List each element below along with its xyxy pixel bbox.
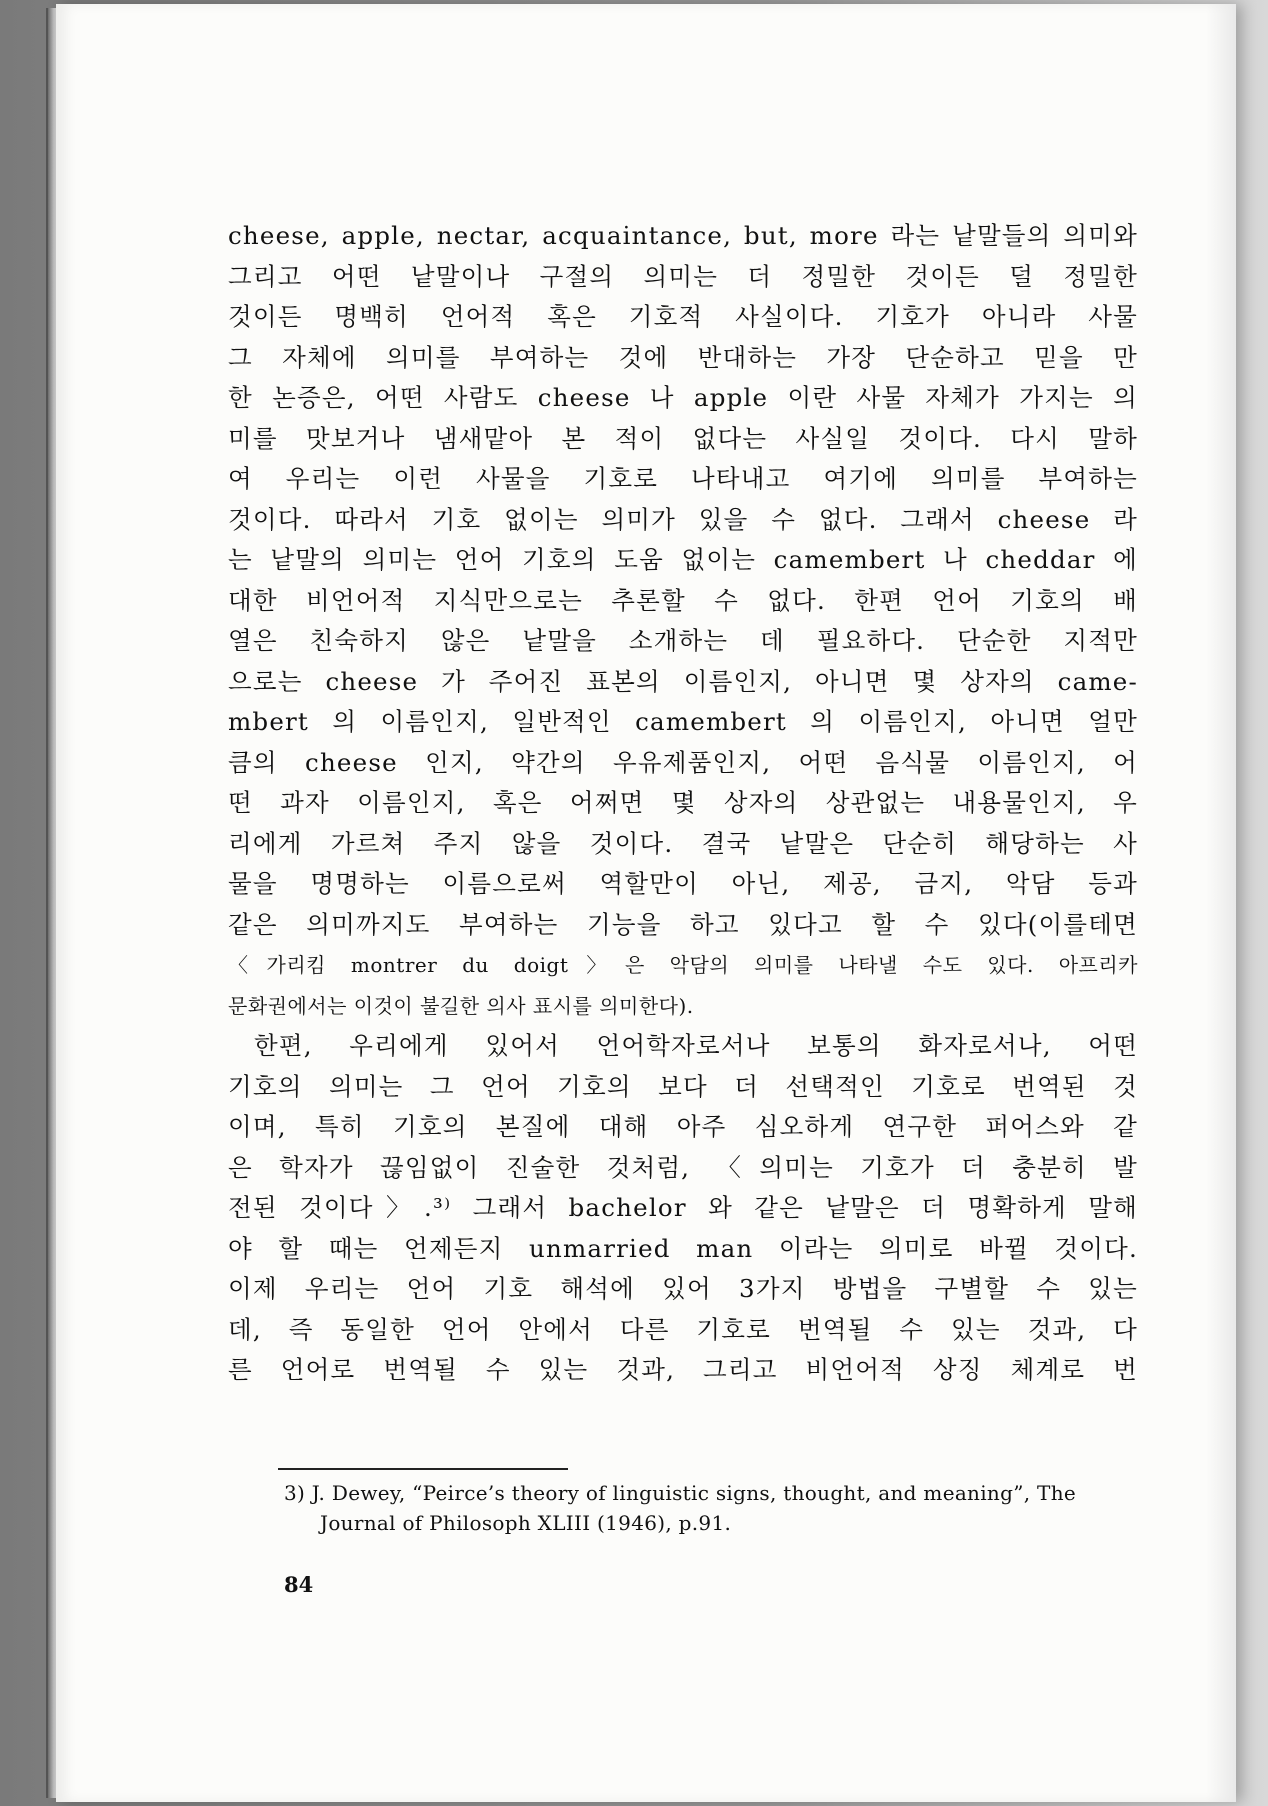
text-line: 것이다. 따라서 기호 없이는 의미가 있을 수 없다. 그래서 cheese 라 <box>228 504 1138 534</box>
body-text <box>228 216 1138 1391</box>
paragraph-2-line: 른 언어로 번역될 수 있는 것과, 그리고 비언어적 상징 체계로 번 <box>228 1355 1138 1384</box>
text-line: 그리고 어떤 낱말이나 구절의 의미는 더 정밀한 것이든 덜 정밀한 <box>228 261 1138 291</box>
footnote <box>284 1478 1144 1538</box>
text-line: 것이든 명백히 언어적 혹은 기호적 사실이다. 기호가 아니라 사물 <box>228 302 1138 331</box>
text-line: 그 자체에 의미를 부여하는 것에 반대하는 가장 단순하고 믿을 만 <box>228 342 1138 372</box>
footnote-line-1: 3) J. Dewey, “Peirce’s theory of linguistic signs, thought, and meaning”, The <box>284 1481 1077 1505</box>
text-line: 리에게 가르쳐 주지 않을 것이다. 결국 낱말은 단순히 해당하는 사 <box>228 828 1138 858</box>
paragraph-2-line: 전된 것이다〉.³⁾ 그래서 bachelor 와 같은 낱말은 더 명확하게 말해 <box>228 1193 1138 1222</box>
text-line: 미를 맛보거나 냄새맡아 본 적이 없다는 사실일 것이다. 다시 말하 <box>228 423 1138 453</box>
paragraph-2-line: 이며, 특히 기호의 본질에 대해 아주 심오하게 연구한 퍼어스와 같 <box>228 1112 1138 1141</box>
footnote-divider <box>278 1468 568 1470</box>
text-line: 같은 의미까지도 부여하는 기능을 하고 있다고 할 수 있다(이를테면 <box>228 909 1138 939</box>
paragraph-2-line: 은 학자가 끊임없이 진술한 것처럼, 〈의미는 기호가 더 충분히 발 <box>228 1152 1138 1182</box>
text-line: 여 우리는 이런 사물을 기호로 나타내고 여기에 의미를 부여하는 <box>228 464 1138 493</box>
paragraph-2-line: 이제 우리는 언어 기호 해석에 있어 3가지 방법을 구별할 수 있는 <box>228 1274 1138 1303</box>
text-line: 는 낱말의 의미는 언어 기호의 도움 없이는 camembert 나 cheddar 에 <box>228 545 1138 574</box>
text-line: 대한 비언어적 지식만으로는 추론할 수 없다. 한편 언어 기호의 배 <box>228 585 1138 615</box>
footnote-line-2: Journal of Philosoph XLIII (1946), p.91. <box>320 1511 732 1535</box>
paragraph-2-line: 한편, 우리에게 있어서 언어학자로서나 보통의 화자로서나, 어떤 <box>254 1031 1138 1060</box>
paragraph-2-line: 기호의 의미는 그 언어 기호의 보다 더 선택적인 기호로 번역된 것 <box>228 1071 1138 1101</box>
text-line: 열은 친숙하지 않은 낱말을 소개하는 데 필요하다. 단순한 지적만 <box>228 626 1138 655</box>
page-number: 84 <box>284 1572 314 1597</box>
paragraph-2-line: 데, 즉 동일한 언어 안에서 다른 기호로 번역될 수 있는 것과, 다 <box>228 1314 1138 1344</box>
page-shading <box>1206 4 1236 1802</box>
paragraph-2-line: 야 할 때는 언제든지 unmarried man 이라는 의미로 바뀔 것이다. <box>228 1233 1138 1263</box>
text-line: 물을 명명하는 이름으로써 역할만이 아닌, 제공, 금지, 악담 등과 <box>228 869 1138 898</box>
parenthetical-line: 〈가리킴 montrer du doigt〉은 악담의 의미를 나타낼 수도 있다. 아프리카 <box>228 953 1138 977</box>
text-line: 으로는 cheese 가 주어진 표본의 이름인지, 아니면 몇 상자의 came- <box>228 666 1138 696</box>
text-line: 한 논증은, 어떤 사람도 cheese 나 apple 이란 사물 자체가 가지는 의 <box>228 383 1138 412</box>
text-line: mbert 의 이름인지, 일반적인 camembert 의 이름인지, 아니면 얼만 <box>228 707 1138 736</box>
text-line: cheese, apple, nectar, acquaintance, but, more 라는 낱말들의 의미와 <box>228 221 1138 250</box>
text-line: 큼의 cheese 인지, 약간의 우유제품인지, 어떤 음식물 이름인지, 어 <box>228 747 1138 777</box>
parenthetical-line: 문화권에서는 이것이 불길한 의사 표시를 의미한다). <box>228 993 694 1018</box>
text-line: 떤 과자 이름인지, 혹은 어쩌면 몇 상자의 상관없는 내용물인지, 우 <box>228 788 1138 817</box>
